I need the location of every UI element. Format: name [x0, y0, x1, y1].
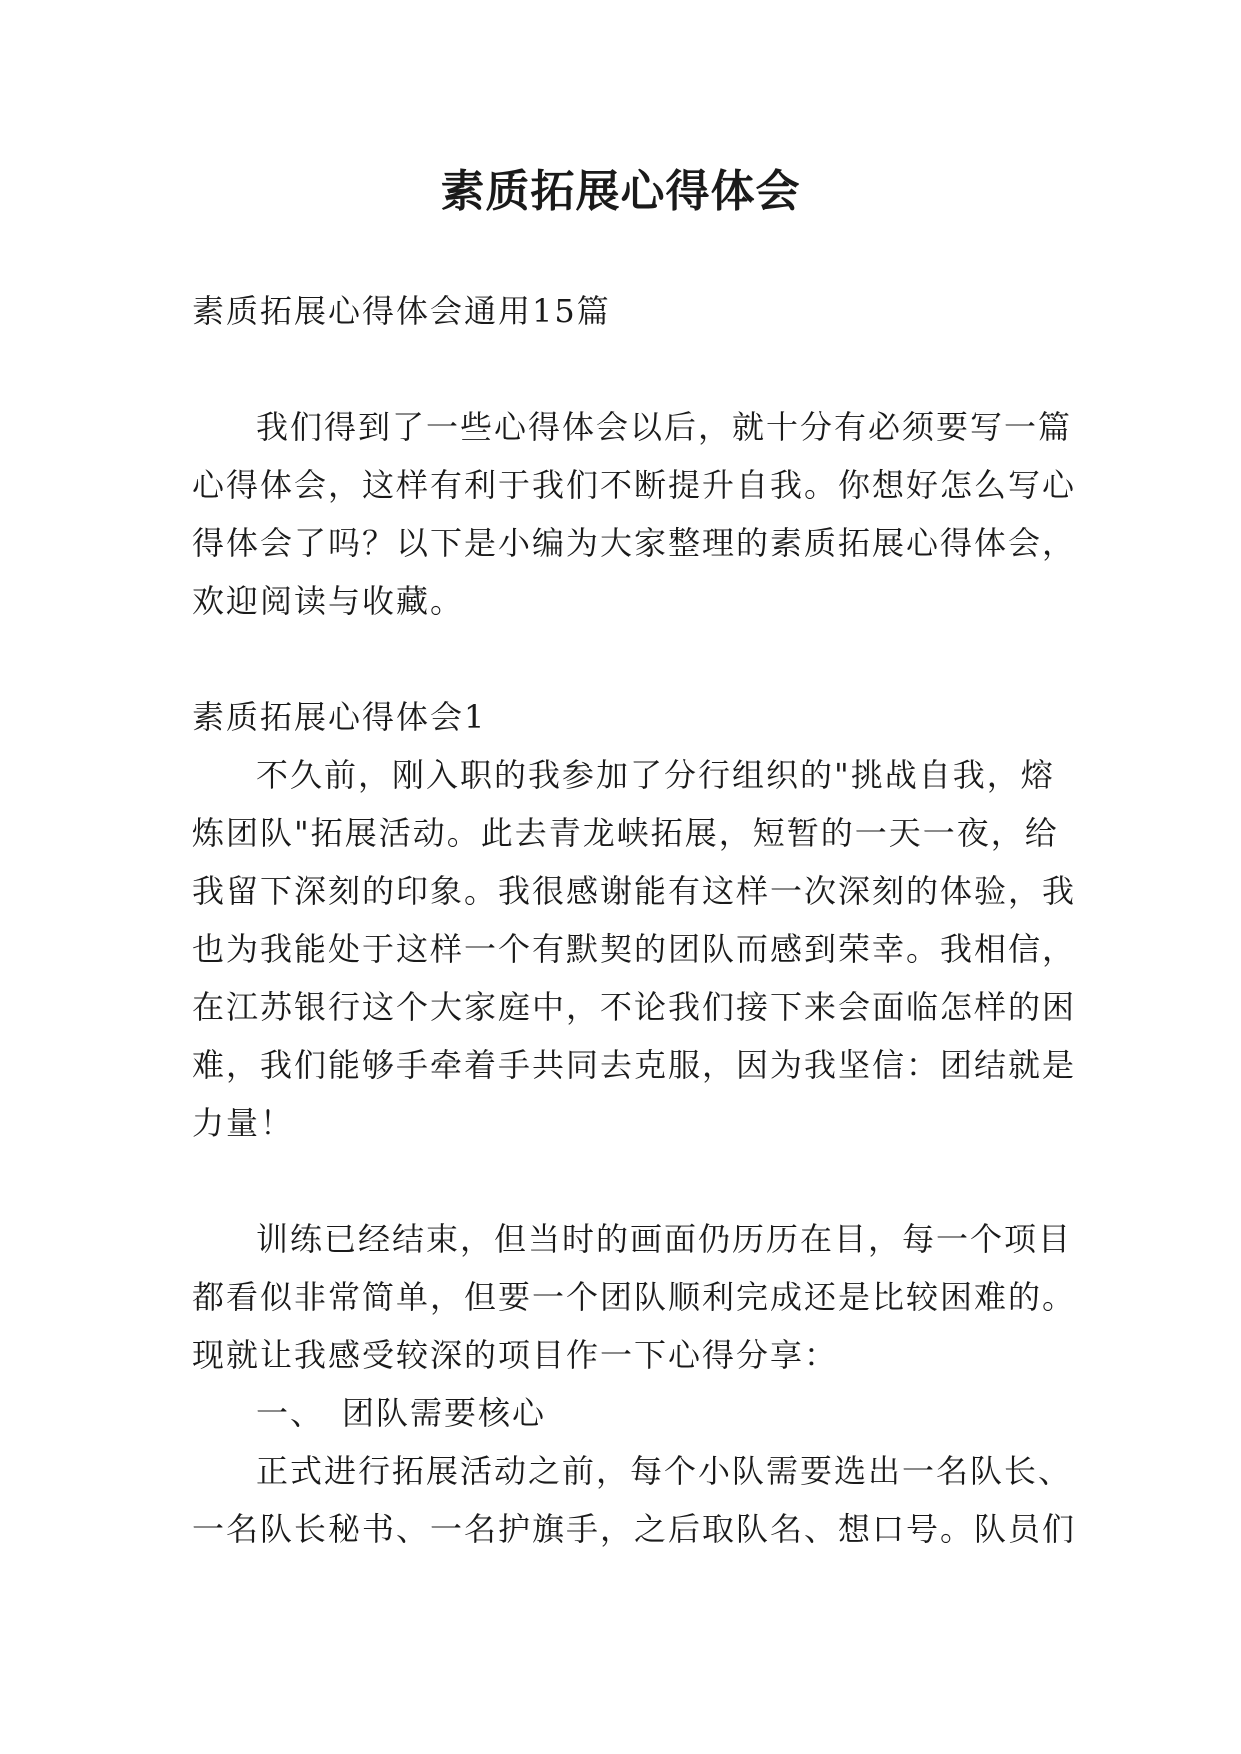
section1-paragraph-2 — [192, 1210, 1077, 1384]
paragraph-line: 都看似非常简单，但要一个团队顺利完成还是比较困难的。 — [192, 1278, 1077, 1316]
paragraph-line: 一名队长秘书、一名护旗手，之后取队名、想口号。队员们 — [192, 1510, 1077, 1548]
document-title: 素质拓展心得体会 — [440, 166, 801, 217]
paragraph-line: 训练已经结束，但当时的画面仍历历在目，每一个项目 — [256, 1220, 1073, 1258]
intro-paragraph — [192, 398, 1077, 630]
spacer — [192, 340, 1052, 398]
paragraph-line: 不久前，刚入职的我参加了分行组织的"挑战自我，熔 — [256, 756, 1055, 794]
paragraph-line: 心得体会，这样有利于我们不断提升自我。你想好怎么写心 — [192, 466, 1077, 504]
paragraph-line: 现就让我感受较深的项目作一下心得分享： — [192, 1336, 839, 1374]
spacer — [192, 1152, 1052, 1210]
paragraph-line: 在江苏银行这个大家庭中，不论我们接下来会面临怎样的困 — [192, 988, 1077, 1026]
document-subtitle: 素质拓展心得体会通用15篇 — [192, 292, 611, 330]
spacer — [192, 630, 1052, 688]
item-heading: 一、 团队需要核心 — [256, 1394, 547, 1432]
paragraph-line: 也为我能处于这样一个有默契的团队而感到荣幸。我相信， — [192, 930, 1077, 968]
item1-paragraph — [192, 1442, 1077, 1558]
paragraph-line: 欢迎阅读与收藏。 — [192, 582, 465, 620]
paragraph-line: 力量！ — [192, 1104, 295, 1142]
section1-paragraph-1 — [192, 746, 1077, 1152]
paragraph-line: 正式进行拓展活动之前，每个小队需要选出一名队长、 — [256, 1452, 1073, 1490]
paragraph-line: 难，我们能够手牵着手共同去克服，因为我坚信：团结就是 — [192, 1046, 1077, 1084]
document-body — [192, 282, 1077, 1558]
section-heading: 素质拓展心得体会1 — [192, 698, 487, 736]
paragraph-line: 我留下深刻的印象。我很感谢能有这样一次深刻的体验，我 — [192, 872, 1077, 910]
paragraph-line: 我们得到了一些心得体会以后，就十分有必须要写一篇 — [256, 408, 1073, 446]
paragraph-line: 炼团队"拓展活动。此去青龙峡拓展，短暂的一天一夜，给 — [192, 814, 1059, 852]
paragraph-line: 得体会了吗？以下是小编为大家整理的素质拓展心得体会， — [192, 524, 1077, 562]
